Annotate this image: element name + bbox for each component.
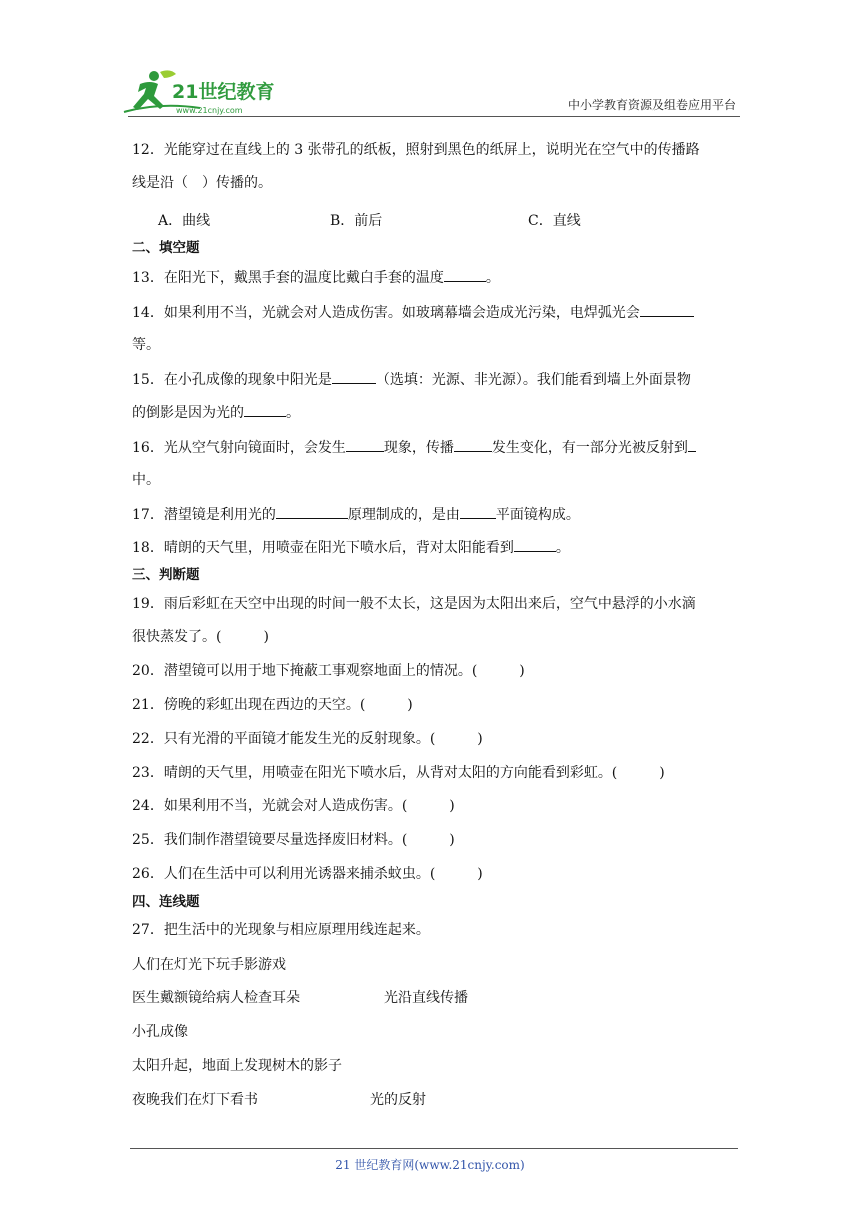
q18	[132, 537, 570, 558]
q16-text-b: 现象，传播	[383, 440, 454, 456]
q18-text: 18．晴朗的天气里，用喷壶在阳光下喷水后，背对太阳能看到	[132, 540, 514, 556]
q15-line1	[132, 369, 691, 390]
svg-text:21世纪教育: 21世纪教育	[172, 81, 275, 103]
q14-line1	[132, 302, 694, 323]
q16-blank-1	[346, 437, 384, 452]
q17-blank-2	[460, 504, 496, 519]
q13-blank	[444, 267, 486, 282]
q16-blank-2	[454, 437, 492, 452]
q15-blank-2	[244, 402, 286, 417]
q12-line1: 12．光能穿过在直线上的 3 张带孔的纸板，照射到黑色的纸屏上，说明光在空气中的传播路	[132, 142, 700, 158]
q14-text: 14．如果利用不当，光就会对人造成伤害。如玻璃幕墙会造成光污染，电焊弧光会	[132, 305, 640, 321]
q27-right-item-2: 光的反射	[370, 1092, 426, 1108]
q17-text-b: 原理制成的，是由	[347, 507, 460, 523]
q19-line2: 很快蒸发了。( )	[132, 629, 269, 645]
q26: 26．人们在生活中可以利用光诱器来捕杀蚊虫。( )	[132, 866, 483, 882]
q12-option-b: B．前后	[330, 213, 383, 229]
q27-right-item-1: 光沿直线传播	[384, 990, 468, 1006]
q18-end: 。	[555, 540, 570, 556]
q17-text-c: 平面镜构成。	[495, 507, 580, 523]
header-divider	[128, 116, 740, 117]
q21: 21．傍晚的彩虹出现在西边的天空。( )	[132, 697, 413, 713]
q16-blank-3	[688, 437, 696, 452]
q15-line2	[132, 402, 300, 423]
q14-line2: 等。	[132, 337, 160, 353]
q17-blank-1	[276, 504, 348, 519]
q12-option-a: A．曲线	[158, 213, 211, 229]
q12-option-c: C．直线	[528, 213, 581, 229]
q17	[132, 504, 580, 525]
q22: 22．只有光滑的平面镜才能发生光的反射现象。( )	[132, 731, 483, 747]
q15-text-a: 15．在小孔成像的现象中阳光是	[132, 372, 332, 388]
q15-text-d: 。	[286, 405, 300, 421]
section-fill-blank-title: 二、填空题	[132, 240, 200, 256]
q27-left-item-2: 医生戴额镜给病人检查耳朵	[132, 990, 300, 1006]
svg-text:www.21cnjy.com: www.21cnjy.com	[176, 106, 243, 115]
section-judgement-title: 三、判断题	[132, 567, 200, 583]
q24: 24．如果利用不当，光就会对人造成伤害。( )	[132, 798, 455, 814]
q15-text-b: （选填：光源、非光源）。我们能看到墙上外面景物	[375, 372, 691, 388]
q27-left-item-4: 太阳升起，地面上发现树木的影子	[132, 1058, 342, 1074]
q25: 25．我们制作潜望镜要尽量选择废旧材料。( )	[132, 832, 455, 848]
page-header	[120, 60, 740, 120]
q13-end: 。	[485, 270, 500, 286]
q16-line1	[132, 437, 696, 458]
platform-name: 中小学教育资源及组卷应用平台	[567, 98, 736, 112]
q15-blank-1	[332, 369, 376, 384]
q27-left-item-3: 小孔成像	[132, 1024, 188, 1040]
q12-line2: 线是沿（ ）传播的。	[132, 175, 272, 191]
section-matching-title: 四、连线题	[132, 894, 200, 910]
q16-line2: 中。	[132, 472, 160, 488]
q15-text-c: 的倒影是因为光的	[132, 405, 244, 421]
q20: 20．潜望镜可以用于地下掩蔽工事观察地面上的情况。( )	[132, 663, 525, 679]
q23: 23．晴朗的天气里，用喷壶在阳光下喷水后，从背对太阳的方向能看到彩虹。( )	[132, 765, 665, 781]
q16-text-c: 发生变化，有一部分光被反射到	[491, 440, 688, 456]
logo-21cnjy	[120, 66, 290, 118]
footer-site-link[interactable]: 21 世纪教育网(www.21cnjy.com)	[335, 1158, 525, 1172]
q27-left-item-5: 夜晚我们在灯下看书	[132, 1092, 258, 1108]
footer-divider	[130, 1148, 738, 1149]
q14-blank	[640, 302, 694, 317]
q13	[132, 267, 500, 288]
q19-line1: 19．雨后彩虹在天空中出现的时间一般不太长，这是因为太阳出来后，空气中悬浮的小水滴	[132, 596, 696, 612]
q27-prompt: 27．把生活中的光现象与相应原理用线连起来。	[132, 922, 430, 938]
q18-blank	[514, 537, 556, 552]
q13-text: 13．在阳光下，戴黑手套的温度比戴白手套的温度	[132, 270, 444, 286]
q16-text-a: 16．光从空气射向镜面时，会发生	[132, 440, 346, 456]
q17-text-a: 17．潜望镜是利用光的	[132, 507, 276, 523]
q27-left-item-1: 人们在灯光下玩手影游戏	[132, 957, 286, 973]
